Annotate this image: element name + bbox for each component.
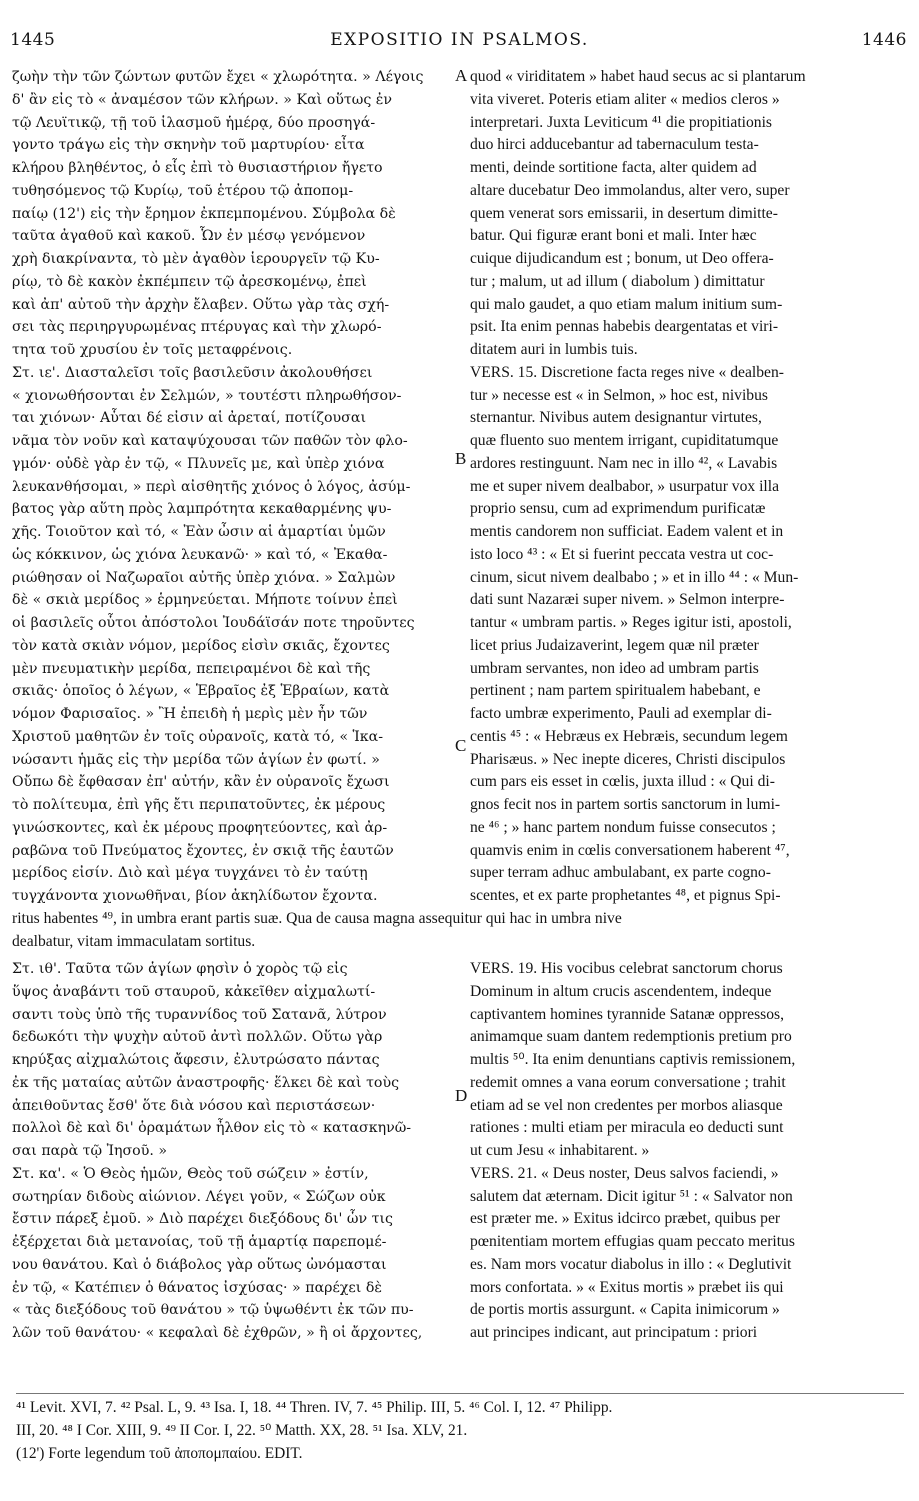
text-line: γμόν· οὐδὲ γὰρ ἐν τῷ, « Πλυνεῖς με, καὶ ὑπὲρ χιόνα: [12, 455, 385, 472]
text-line: salutem dat æternam. Dicit igitur ⁵¹ : « Salvator non: [470, 1187, 793, 1205]
text-line: quamvis enim in cœlis conversationem haberent ⁴⁷,: [470, 841, 790, 859]
text-line: σωτηρίαν διδοὺς αἰώνιον. Λέγει γοῦν, « Σώζων οὐκ: [12, 1188, 386, 1205]
page-number-right: 1446: [861, 30, 907, 50]
text-line: μερίδος εἰσίν. Διὸ καὶ μέγα τυγχάνει τὸ ἐν ταύτῃ: [12, 865, 368, 882]
text-line: τυθησόμενος τῷ Κυρίῳ, τοῦ ἑτέρου τῷ ἀποπομ-: [12, 182, 354, 199]
text-line: μὲν πνευματικὴν μερίδα, πεπειραμένοι δὲ καὶ τῆς: [12, 660, 371, 677]
text-line: facto umbræ experimento, Pauli ad exemplar di-: [470, 705, 772, 722]
latin-spanning-lines: [12, 908, 912, 954]
text-line: umbram servantes, non ideo ad umbram partis: [470, 659, 759, 677]
text-line: ut cum Jesu « inhabitarent. »: [470, 1142, 650, 1159]
text-line: τῷ Λευϊτικῷ, τῇ τοῦ ἱλασμοῦ ἡμέρᾳ, δύο προσηγά-: [12, 114, 376, 131]
text-line: ὕψος ἀναβάντι τοῦ σταυροῦ, κἀκεῖθεν αἰχμαλωτί-: [12, 983, 376, 1000]
text-line: ταῦτα ἀγαθοῦ καὶ κακοῦ. Ὧν ἐν μέσῳ γενόμενον: [12, 228, 366, 245]
section-marker-b: B: [455, 449, 467, 468]
text-line: καὶ ἀπ' αὐτοῦ τὴν ἀρχὴν ἔλαβεν. Οὕτω γὰρ τὰς σχή-: [12, 296, 390, 313]
text-line: cuique dijudicandum est ; bonum, ut Deo offera-: [470, 250, 774, 267]
text-line: es. Nam mors vocatur diabolus in illo : « Deglutivit: [470, 1255, 792, 1273]
text-line: rationes : multi etiam per miracula eo deducti sunt: [470, 1119, 784, 1137]
section-marker-d: D: [455, 1086, 468, 1105]
text-line: quod « viriditatem » habet haud secus ac si plantarum: [470, 68, 806, 85]
text-line: batur. Qui figuræ erant boni et mali. Inter hæc: [470, 227, 757, 245]
text-line: ἐξέρχεται διὰ μετανοίας, τοῦ τῇ ἁμαρτίᾳ παρεπομέ-: [12, 1234, 387, 1250]
text-line: ρίῳ, τὸ δὲ κακὸν ἐκπέμπειν τῷ ἀρεσκομένῳ, ἐπεὶ: [12, 273, 367, 290]
text-line: ζωὴν τὴν τῶν ζώντων φυτῶν ἔχει « χλωρότητα. » Λέγοις: [12, 69, 424, 85]
text-line: βατος γὰρ αὕτη πρὸς λαμπρότητα κεκαθαρμένης ψυ-: [12, 501, 392, 518]
text-line: quem venerat sors emissarii, in desertum dimitte-: [470, 204, 778, 222]
text-line: ται χιόνων· Αὗται δέ εἰσιν αἱ ἀρεταί, ποτίζουσαι: [12, 410, 367, 427]
text-line: pertinent ; nam partem spiritualem habebant, e: [470, 682, 761, 700]
text-line: Στ. ιε'. Διασταλεῖσι τοῖς βασιλεῦσιν ἀκολουθήσει: [12, 364, 373, 381]
text-line: cum pars eis esset in cœlis, juxta illud : « Qui di-: [470, 773, 775, 791]
text-line: menti, deinde sortitione facta, alter quidem ad: [470, 159, 757, 176]
text-line: Χριστοῦ μαθητῶν ἐν τοῖς οὐρανοῖς, κατὰ τό, « Ἱκα-: [12, 728, 384, 745]
text-line: super terram adhuc ambulabant, ex parte cogno-: [470, 864, 771, 882]
text-line: σει τὰς περιηργυρωμένας πτέρυγας καὶ τὴν χλωρό-: [12, 319, 382, 336]
text-line: χρὴ διακρίναντα, τὸ μὲν ἀγαθὸν ἱερουργεῖν τῷ Κυ-: [12, 251, 380, 267]
text-line: VERS. 21. « Deus noster, Deus salvos faciendi, »: [470, 1164, 779, 1182]
text-line: etiam ad se vel non credentes per morbos aliasque: [470, 1096, 783, 1114]
text-line: aut principes indicant, aut principatum : priori: [470, 1324, 758, 1341]
greek-column-bottom: [12, 958, 452, 1345]
text-line: Στ. ιθ'. Ταῦτα τῶν ἁγίων φησὶν ὁ χορὸς τῷ εἰς: [12, 961, 348, 977]
text-line: λευκανθήσομαι, » περὶ αἰσθητῆς χιόνος ὁ λόγος, ἀσύμ-: [12, 478, 411, 495]
text-line: οἱ βασιλεῖς οὗτοι ἀπόστολοι Ἰουδάϊσάν ποτε τηροῦντες: [12, 615, 415, 631]
text-line: quæ fluento suo mentem irrigant, cupiditatumque: [470, 432, 779, 449]
text-line: psit. Ita enim pennas habebis deargentatas et viri-: [470, 318, 779, 336]
text-line: ἔστιν πάρεξ ἐμοῦ. » Διὸ παρέχει διεξόδους δι' ὧν τις: [12, 1211, 393, 1228]
text-line: dealbatur, vitam immaculatam sortitus.: [12, 932, 256, 950]
footnote-rule: [16, 1393, 904, 1394]
text-line: tantur « umbram partis. » Reges igitur isti, apostoli,: [470, 614, 792, 631]
text-line: mors confortata. » « Exitus mortis » præbet iis qui: [470, 1278, 784, 1296]
text-line: gnos fecit nos in partem sortis sanctorum in lumi-: [470, 796, 781, 813]
text-line: νόμον Φαρισαῖος. » Ἢ ἐπειδὴ ἡ μερὶς μὲν ἦν τῶν: [12, 706, 368, 722]
text-line: ritus habentes ⁴⁹, in umbra erant partis suæ. Qua de causa magna assequitur qui hac in umbra nive: [12, 910, 622, 927]
text-line: cinum, sicut nivem dealbabo ; » et in illo ⁴⁴ : « Mun-: [470, 568, 799, 586]
text-line: τὸ πολίτευμα, ἐπὶ γῆς ἔτι περιπατοῦντες, ἐκ μέρους: [12, 797, 386, 813]
text-line: νώσαντι ἡμᾶς εἰς τὴν μερίδα τῶν ἁγίων ἐν φωτί. »: [12, 751, 380, 768]
text-line: Dominum in altum crucis ascendentem, indeque: [470, 982, 772, 1000]
text-line: interpretari. Juxta Leviticum ⁴¹ die propitiationis: [470, 113, 772, 131]
page-number-left: 1445: [10, 30, 56, 50]
text-line: est præter me. » Exitus idcirco præbet, quibus per: [470, 1210, 781, 1228]
text-line: captivantem homines tyrannide Satanæ oppressos,: [470, 1005, 784, 1023]
text-line: vita viveret. Poteris etiam aliter « medios cleros »: [470, 90, 780, 108]
text-line: isto loco ⁴³ : « Et si fuerint peccata vestra ut coc-: [470, 545, 774, 563]
text-line: redemit omnes a vana eorum conversatione ; trahit: [470, 1073, 786, 1091]
text-line: duo hirci adducebantur ad tabernaculum testa-: [470, 136, 759, 154]
text-line: γινώσκοντες, καὶ ἐκ μέρους προφητεύοντες, καὶ ἀρ-: [12, 819, 388, 836]
section-marker-c: C: [455, 736, 467, 755]
text-line: κλήρου βληθέντος, ὁ εἷς ἐπὶ τὸ θυσιαστήριον ἤγετο: [12, 160, 383, 176]
text-line: tur ; malum, ut ad illum ( diabolum ) dimittatur: [470, 272, 765, 290]
text-line: ne ⁴⁶ ; » hanc partem nondum fuisse consecutos ;: [470, 818, 776, 836]
text-line: σαντι τοὺς ὑπὸ τῆς τυραννίδος τοῦ Σατανᾶ, λύτρον: [12, 1006, 387, 1023]
text-line: δὲ « σκιὰ μερίδος » ἑρμηνεύεται. Μήποτε τοίνυν ἐπεὶ: [12, 592, 398, 609]
text-line: ardores restinguunt. Nam nec in illo ⁴², « Lavabis: [470, 454, 778, 472]
text-line: τυγχάνοντα χιονωθῆναι, βίον ἀκηλίδωτον ἔχοντα.: [12, 888, 378, 904]
text-line: σαι παρὰ τῷ Ἰησοῦ. »: [12, 1143, 168, 1159]
running-title: EXPOSITIO IN PSALMOS.: [330, 30, 589, 50]
text-line: qui malo gaudet, a quo etiam malum initium sum-: [470, 295, 783, 313]
text-line: ἐκ τῆς ματαίας αὐτῶν ἀναστροφῆς· ἕλκει δὲ καὶ τοὺς: [12, 1074, 400, 1091]
section-marker-a: A: [455, 66, 468, 85]
text-line: Pharisæus. » Nec inepte diceres, Christi discipulos: [470, 750, 786, 768]
text-line: VERS. 15. Discretione facta reges nive « dealben-: [470, 363, 784, 381]
text-line: νᾶμα τὸν νοῦν καὶ καταψύχουσαι τῶν παθῶν τὸν φλο-: [12, 433, 408, 449]
text-line: γοντο τράγω εἰς τὴν σκηνὴν τοῦ μαρτυρίου· εἶτα: [12, 137, 365, 154]
footnote-line: (12') Forte legendum τοῦ ἀποπομπαίου. EDIT.: [16, 1445, 303, 1462]
latin-column-bottom: [470, 958, 910, 1345]
text-line: sternantur. Nivibus autem designantur virtutes,: [470, 409, 762, 427]
text-line: σκιᾶς· ὁποῖος ὁ λέγων, « Ἑβραῖος ἐξ Ἑβραίων, κατὰ: [12, 683, 390, 700]
text-line: multis ⁵⁰. Ita enim denuntians captivis remissionem,: [470, 1051, 796, 1068]
text-line: ραβῶνα τοῦ Πνεύματος ἔχοντες, ἐν σκιᾷ τῆς ἑαυτῶν: [12, 842, 394, 859]
footnotes: [16, 1396, 906, 1465]
text-line: me et super nivem dealbabor, » usurpatur vox illa: [470, 477, 779, 495]
footnote-line: III, 20. ⁴⁸ I Cor. XIII, 9. ⁴⁹ II Cor. I, 22. ⁵⁰ Matth. XX, 28. ⁵¹ Isa. XLV, 21.: [16, 1422, 468, 1439]
text-line: χῆς. Τοιοῦτον καὶ τό, « Ἐὰν ὦσιν αἱ ἁμαρτίαι ὑμῶν: [12, 524, 386, 540]
text-line: Στ. κα'. « Ὁ Θεὸς ἡμῶν, Θεὸς τοῦ σώζειν » ἐστίν,: [12, 1165, 369, 1182]
text-line: πολλοὶ δὲ καὶ δι' ὁραμάτων ἦλθον εἰς τὸ « κατασκηνῶ-: [12, 1120, 412, 1137]
text-line: animamque suam dantem redemptionis pretium pro: [470, 1028, 792, 1046]
text-line: ὡς κόκκινον, ὡς χιόνα λευκανῶ· » καὶ τό, « Ἐκαθα-: [12, 546, 388, 563]
text-line: dati sunt Nazaræi super nivem. » Selmon interpre-: [470, 591, 785, 609]
text-line: Οὔπω δὲ ἔφθασαν ἐπ' αὐτήν, κἂν ἐν οὐρανοῖς ἔχωσι: [12, 774, 390, 791]
text-line: νου θανάτου. Καὶ ὁ διάβολος γὰρ οὕτως ὠνόμασται: [12, 1256, 387, 1273]
text-line: τὸν κατὰ σκιὰν νόμον, μερίδος εἰσὶν σκιᾶς, ἔχοντες: [12, 637, 390, 654]
text-line: centis ⁴⁵ : « Hebræus ex Hebræis, secundum legem: [470, 727, 788, 745]
text-line: κηρύξας αἰχμαλώτοις ἄφεσιν, ἐλυτρώσατο πάντας: [12, 1052, 380, 1068]
text-line: παίῳ (12') εἰς τὴν ἔρημον ἐκπεμπομένου. Σύμβολα δὲ: [12, 205, 396, 222]
greek-column-top: [12, 66, 452, 908]
footnote-line: ⁴¹ Levit. XVI, 7. ⁴² Psal. L, 9. ⁴³ Isa. I, 18. ⁴⁴ Thren. IV, 7. ⁴⁵ Philip. III, 5. ⁴⁶ Col. I, 12. ⁴⁷ Philipp.: [16, 1399, 613, 1416]
text-line: « τὰς διεξόδους τοῦ θανάτου » τῷ ὑψωθέντι ἐκ τῶν πυ-: [12, 1302, 414, 1319]
text-line: de portis mortis assurgunt. « Capita inimicorum »: [470, 1301, 780, 1319]
text-line: mentis candorem non sufficiat. Eadem valent et in: [470, 523, 784, 540]
text-line: licet prius Judaizaverint, legem quæ nil præter: [470, 636, 759, 654]
text-line: scentes, et ex parte prophetantes ⁴⁸, et pignus Spi-: [470, 887, 781, 904]
text-line: τητα τοῦ χρυσίου ἐν τοῖς μεταφρένοις.: [12, 342, 293, 358]
text-line: pœnitentiam mortem effugias quam peccato meritus: [470, 1233, 795, 1250]
text-line: tur » necesse est « in Selmon, » hoc est, nivibus: [470, 386, 768, 404]
text-line: ditatem auri in lumbis tuis.: [470, 341, 638, 358]
text-line: δ' ἂν εἰς τὸ « ἀναμέσον τῶν κλήρων. » Καὶ οὕτως ἐν: [12, 91, 393, 108]
text-line: proprio sensu, cum ad exprimendum purificatæ: [470, 500, 766, 518]
text-line: ἐν τῷ, « Κατέπιεν ὁ θάνατος ἰσχύσας· » παρέχει δὲ: [12, 1279, 383, 1296]
text-line: ριώθησαν οἱ Ναζωραῖοι αὐτῆς ὑπὲρ χιόνα. » Σαλμὼν: [12, 569, 396, 586]
text-line: altare ducebatur Deo immolandus, alter vero, super: [470, 181, 790, 199]
text-line: λῶν τοῦ θανάτου· « κεφαλαὶ δὲ ἐχθρῶν, » ἢ οἱ ἄρχοντες,: [12, 1325, 423, 1341]
text-line: VERS. 19. His vocibus celebrat sanctorum chorus: [470, 960, 783, 977]
text-line: δεδωκότι τὴν ψυχὴν αὐτοῦ ἀντὶ πολλῶν. Οὕτω γὰρ: [12, 1029, 383, 1046]
text-line: ἀπειθοῦντας ἔσθ' ὅτε διὰ νόσου καὶ περιστάσεων·: [12, 1097, 376, 1114]
latin-column-top: [470, 66, 910, 908]
text-line: « χιονωθήσονται ἐν Σελμών, » τουτέστι πληρωθήσον-: [12, 387, 402, 404]
